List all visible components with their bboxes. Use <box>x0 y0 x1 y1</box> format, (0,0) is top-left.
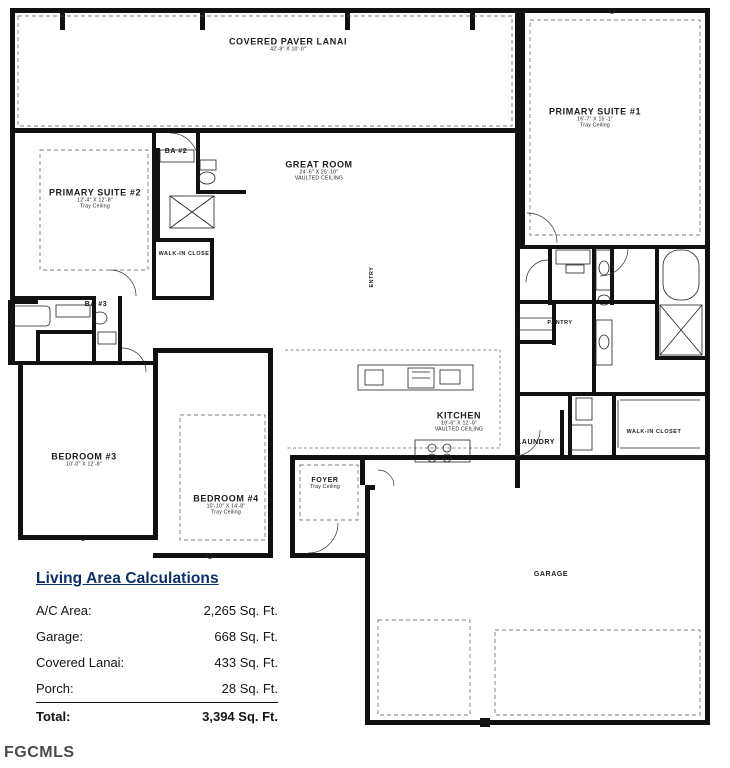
room-name: BEDROOM #4 <box>193 493 259 504</box>
calculation-row <box>36 650 278 676</box>
room-label-foyer <box>310 477 340 491</box>
room-ceiling-note: Tray Ceiling <box>310 484 340 491</box>
room-dimensions: 24'-6" X 25'-10" <box>299 169 339 176</box>
room-label-pantry <box>547 320 572 326</box>
room-name: WALK-IN CLOSET <box>626 428 682 435</box>
room-dimensions: 10'-0" X 12'-8" <box>66 461 102 468</box>
room-dimensions: 16'-7" X 15'-1" <box>577 116 613 123</box>
room-label-walk-in-closet-1 <box>627 429 682 435</box>
living-area-calculations <box>36 570 278 730</box>
calculation-total-value: 3,394 Sq. Ft. <box>166 703 278 731</box>
room-name: ENTRY <box>368 266 375 288</box>
calculation-row <box>36 598 278 624</box>
room-ceiling-note: VAULTED CEILING <box>294 175 344 182</box>
room-name: FOYER <box>311 476 339 484</box>
room-label-bath-2 <box>165 148 188 156</box>
room-label-bedroom-4 <box>193 493 259 516</box>
room-dimensions: 10'-10" X 14'-8" <box>206 503 246 510</box>
room-label-laundry <box>517 439 555 447</box>
calculations-title: Living Area Calculations <box>36 570 219 587</box>
calculation-total-label: Total: <box>36 703 166 731</box>
room-dimensions: 42'-8" X 10'-0" <box>270 46 306 53</box>
room-name: COVERED PAVER LANAI <box>228 36 348 47</box>
calculation-value: 2,265 Sq. Ft. <box>203 603 278 618</box>
watermark: FGCMLS <box>4 744 75 761</box>
calculation-value: 433 Sq. Ft. <box>214 655 278 670</box>
room-dimensions: 12'-4" X 12'-8" <box>77 197 113 204</box>
room-name: WALK-IN CLOSET <box>158 250 214 257</box>
room-name: BA #3 <box>84 300 108 308</box>
calculation-value: 28 Sq. Ft. <box>221 681 278 696</box>
calculation-label: Garage: <box>36 629 83 644</box>
calculation-label: A/C Area: <box>36 603 92 618</box>
room-name: PRIMARY SUITE #2 <box>48 187 142 198</box>
room-label-walk-in-closet-2 <box>159 251 214 257</box>
room-label-kitchen <box>435 410 483 433</box>
room-name: GARAGE <box>533 570 569 578</box>
room-name: GREAT ROOM <box>285 159 353 170</box>
room-label-great-room <box>285 159 352 182</box>
room-ceiling-note: VAULTED CEILING <box>434 426 484 433</box>
calculations-table <box>36 598 278 730</box>
room-label-covered-paver-lanai <box>229 36 347 53</box>
room-ceiling-note: Tray Ceiling <box>211 509 241 516</box>
calculation-row <box>36 676 278 703</box>
room-label-entry-vert <box>369 266 375 287</box>
room-label-garage <box>534 571 568 579</box>
room-label-bedroom-3 <box>51 451 117 468</box>
room-label-primary-suite-1 <box>549 106 641 129</box>
room-label-bath-3 <box>85 301 108 309</box>
calculation-value: 668 Sq. Ft. <box>214 629 278 644</box>
calculation-row <box>36 624 278 650</box>
room-dimensions: 19'-6" X 12'-0" <box>441 420 477 427</box>
room-ceiling-note: Tray Ceiling <box>580 122 610 129</box>
room-name: LAUNDRY <box>516 438 556 446</box>
interior-walls <box>15 133 710 460</box>
room-name: PRIMARY SUITE #1 <box>548 106 642 117</box>
calculation-label: Covered Lanai: <box>36 655 125 670</box>
room-label-primary-suite-2 <box>49 187 141 210</box>
room-ceiling-note: Tray Ceiling <box>80 203 110 210</box>
calculation-total-row <box>36 703 278 731</box>
calculation-label: Porch: <box>36 681 74 696</box>
room-name: BEDROOM #3 <box>51 451 117 462</box>
room-name: BA #2 <box>164 147 188 155</box>
room-name: KITCHEN <box>436 410 482 421</box>
room-name: PANTRY <box>547 319 573 326</box>
